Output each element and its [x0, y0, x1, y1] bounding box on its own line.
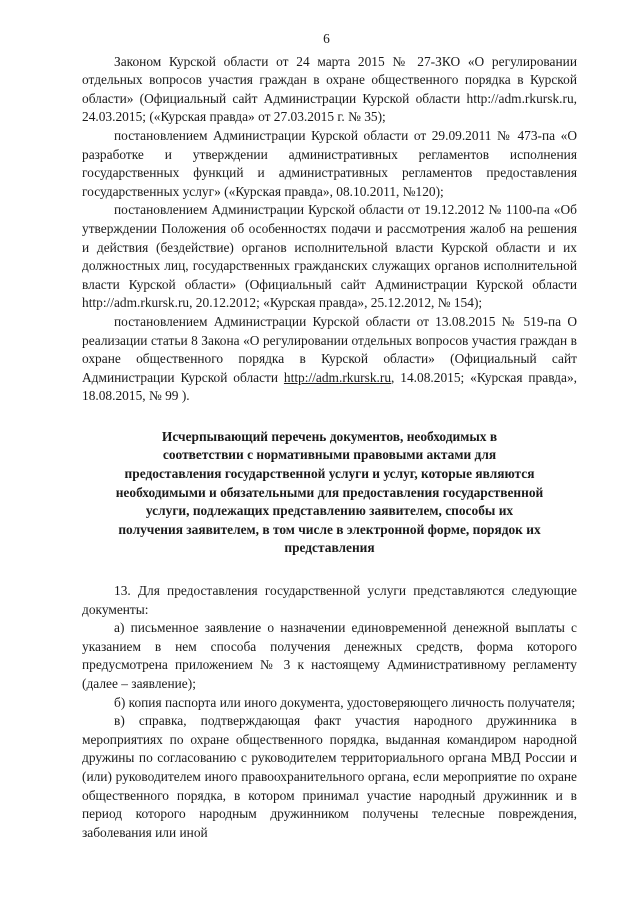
paragraph-resolution-519pa [82, 313, 577, 406]
heading-line: услуги, подлежащих представлению заявителем, способы их [145, 503, 514, 519]
heading-line: представления [284, 540, 375, 556]
paragraph-subitem-a: а) письменное заявление о назначении единовременной денежной выплаты с указанием в нем способа получения денежных средств, форма которого предусмотрена приложением № 3 к настоящему Административному регламенту (далее – заявление); [82, 620, 577, 691]
paragraph-text: , 14.08.2015; «Курская правда», 18.08.2015, № 99 ). [82, 369, 577, 404]
paragraph-subitem-b: б) копия паспорта или иного документа, удостоверяющего личность получателя; [114, 694, 576, 710]
section-heading [82, 428, 577, 558]
paragraph-resolution-473pa: постановлением Администрации Курской области от 29.09.2011 № 473-па «О разработке и утверждении административных регламентов исполнения государственных функций и административных регламентов предоставления государственных услуг» («Курская правда», 08.10.2011, №120); [82, 127, 577, 199]
paragraph-law-27zko: Законом Курской области от 24 марта 2015 № 27-ЗКО «О регулировании отдельных вопросов участия граждан в охране общественного порядка в Курской области» (Официальный сайт Администрации Курской области http://adm.rkursk.ru, 24.03.2015; («Курская правда» от 27.03.2015 г. № 35); [82, 53, 577, 125]
heading-line: соответствии с нормативными правовыми актами для [162, 447, 497, 463]
website-link[interactable]: http://adm.rkursk.ru [283, 369, 392, 385]
paragraph-item-13: 13. Для предоставления государственной услуги представляются следующие документы: [82, 583, 577, 617]
document-page [82, 30, 577, 842]
page-number: 6 [323, 31, 330, 46]
paragraph-resolution-1100pa: постановлением Администрации Курской области от 19.12.2012 № 1100-па «Об утверждении Положения об особенностях подачи и рассмотрения жалоб на решения и действия (бездействие) органов исполнительной власти Курской области и их должностных лиц, государственных гражданских служащих органов исполнительной власти Курской области» (Официальный сайт Администрации Курской области http://adm.rkursk.ru, 20.12.2012; «Курская правда», 25.12.2012, № 154); [82, 202, 577, 311]
paragraph-text: постановлением Администрации Курской области от 13.08.2015 № 519-па О реализации статьи 8 Закона «О регулировании отдельных вопросов участия граждан в охране общественного порядка в Курской области» (Официальный сайт Администрации Курской области [82, 313, 577, 385]
heading-line: необходимыми и обязательными для предоставления государственной [115, 484, 544, 500]
heading-line: получения заявителем, в том числе в электронной форме, порядок их [118, 521, 541, 537]
paragraph-subitem-v: в) справка, подтверждающая факт участия народного дружинника в мероприятиях по охране общественного порядка, выданная командиром народной дружины по согласованию с руководителем территориального органа МВД России и (или) руководителем иного правоохранительного органа, если мероприятие по охране общественного порядка, в котором принимал участие народный дружинник и в период которого народным дружинником получены телесные повреждения, заболевания или иной [82, 713, 577, 840]
heading-line: Исчерпывающий перечень документов, необходимых в [161, 428, 498, 444]
heading-line: предоставления государственной услуги и услуг, которые являются [124, 466, 535, 482]
